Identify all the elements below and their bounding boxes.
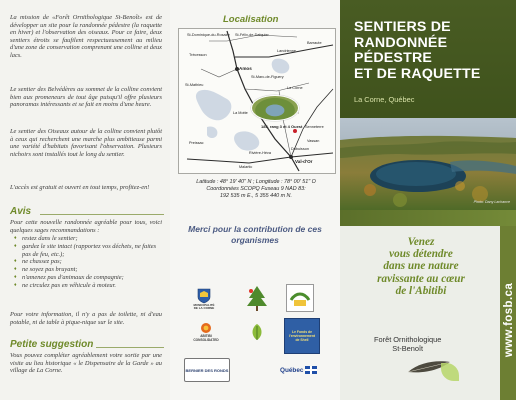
coordinates-line-3: 192 535 m E., 5 355 440 m N. (220, 193, 292, 199)
map-label-val-dor: Val-d'Or (295, 159, 313, 164)
suggestion-divider (96, 347, 164, 348)
map-address-callout: 185, rang 3 et 4 Ouest (261, 124, 303, 129)
fonds-environnement-logo (284, 318, 320, 354)
tagline-line-1: Venez (407, 236, 435, 248)
location-marker-icon (293, 129, 297, 133)
tagline-line-2: vous détendre (389, 248, 453, 261)
accent-strip (340, 210, 516, 226)
map-label-st-marc: St-Marc-de-Figuery (251, 75, 284, 79)
tips-list (14, 235, 164, 290)
quebec-logo-text: Québec (280, 366, 304, 374)
avis-intro: Pour cette nouvelle randonnée agréable pour tous, voici quelques sages recommandations : (10, 219, 162, 234)
coordinates-line-2: Coordonnées SCOPQ Fuseau 9 NAD 83: (206, 186, 306, 192)
regional-logo (286, 284, 314, 312)
abitibi-consolidated-logo (190, 322, 222, 344)
map-label-st-felix: St-Félix-de-Dalquier (235, 33, 269, 37)
info-paragraph: Pour votre information, il n'y a pas de toilette, ni d'eau potable, ni de table à pique-nique sur le site. (10, 311, 162, 326)
intro-paragraph: La mission de «Forêt Ornithologique St-Benoît» est de développer un site pour la randonnée pédestre (la raquette en hiver) et l'observation des oiseaux. Pour ce faire, deux sentiers étroits se faufilent respectueusement au milieu d'une zone de conservation comprenant une colline et deux lacs. (10, 14, 162, 59)
cover-title-line-1: SENTIERS DE (354, 19, 451, 35)
municipalite-logo-text: MUNICIPALITÉ DE LA CORNE (193, 302, 215, 310)
location-heading: Localisation (223, 14, 279, 25)
sun-icon (200, 322, 212, 334)
list-item: ♦ n'amenez pas d'animaux de compagnie; (14, 274, 164, 282)
map-label-amos: Amos (239, 66, 252, 71)
cover-tagline (350, 236, 492, 297)
landscape-photo (340, 118, 516, 210)
bernier-logo-text: BERNIER DES RONDS (185, 367, 229, 373)
organization-name (374, 335, 441, 353)
organization-name-line-2: St-Benoît (392, 344, 424, 353)
tree-emblem-logo (246, 322, 268, 342)
cover-title-line-4: ET DE RAQUETTE (354, 65, 481, 82)
sponsors-heading: Merci pour la contribution de ces organismes (188, 224, 322, 245)
coordinates-block (178, 179, 334, 200)
map-label-st-mathieu: St-Mathieu (185, 83, 204, 87)
coordinates-line-1: Latitude : 48° 19' 40" N ; Longitude : 78° 00' 51" O (196, 179, 316, 185)
tagline-line-4: ravissante au cœur (377, 272, 465, 285)
fonds-logo-text: Le Fonds de l'environnement de Shell (288, 330, 316, 342)
list-item: ♦ ne soyez pas bruyant; (14, 266, 164, 274)
location-map (178, 28, 336, 174)
title-band (340, 0, 516, 118)
suggestion-paragraph: Vous pouvez compléter agréablement votre sortie par une visite au lieu historique « le Dispensaire de la Garde » au village de La Corne. (10, 352, 162, 375)
val-damos-logo (244, 284, 270, 314)
cover-panel (340, 0, 516, 400)
oiseaux-paragraph: Le sentier des Oiseaux autour de la colline convient plutôt à ceux qui recherchent une marche plus ambitieuse parmi une variété d'habitats favorisant l'observation. Plusieurs nichoirs sont installés tout le long du sentier. (10, 128, 162, 158)
avis-heading: Avis (10, 206, 32, 217)
list-item: ♦ restez dans le sentier; (14, 235, 164, 243)
map-label-preissac: Preissac (189, 141, 204, 145)
shield-icon (197, 288, 211, 304)
list-item: ♦ ne circulez pas en véhicule à moteur. (14, 282, 164, 290)
cover-title (354, 20, 481, 82)
quebec-logo (280, 364, 328, 376)
tree-icon (244, 284, 270, 314)
trail-photo-inset (251, 95, 299, 121)
tagline-line-5: de l'Abitibi (395, 284, 447, 297)
map-label-malartic: Malartic (239, 165, 253, 169)
organization-name-line-1: Forêt Ornithologique (374, 335, 442, 344)
tagline-line-3: dans une nature (383, 260, 459, 273)
abitibi-logo-text: ABITIBI CONSOLIDATED (193, 334, 219, 342)
map-label-st-dominique: St-Dominique-du-Rosaire (187, 33, 230, 37)
avis-divider (40, 214, 164, 215)
map-label-trecesson: Trécesson (189, 53, 207, 57)
middle-panel (170, 0, 340, 400)
map-label-vassan: Vassan (307, 139, 320, 143)
emblem-icon (288, 286, 312, 310)
website-url-block[interactable] (502, 260, 516, 380)
belvederes-paragraph: Le sentier des Belvédères au sommet de la colline convient bien aux promeneurs de tout âge puisqu'il offre plusieurs panoramas intéressants et se fait en moins d'une heure. (10, 86, 162, 109)
leaf-icon (247, 322, 267, 342)
cover-subtitle: La Corne, Québec (354, 95, 415, 104)
map-label-la-motte: La Motte (233, 111, 248, 115)
photo-credit: Photo: Dany Lachance (473, 200, 510, 204)
map-label-senneterre: Senneterre (305, 125, 324, 129)
list-item: ♦ gardez le site intact (rapportez vos déchets, ne faites pas de feu, etc.); (14, 243, 164, 259)
website-url[interactable]: www.fosb.ca (503, 282, 515, 358)
list-item: ♦ ne chassez pas; (14, 258, 164, 266)
aerial-lake-photo (340, 118, 516, 210)
map-label-landrienne: Landrienne (277, 49, 297, 53)
access-paragraph: L'accès est gratuit et ouvert en tout temps, profitez-en! (10, 184, 150, 191)
suggestion-heading: Petite suggestion (10, 339, 94, 350)
map-label-riviere-heva: Rivière-Héva (249, 151, 271, 155)
map-label-barraute: Barraute (307, 41, 322, 45)
cover-title-line-3: PÉDESTRE (354, 50, 433, 67)
fleur-de-lys-flag-icon (305, 366, 317, 374)
map-label-la-corne: La Corne (287, 86, 303, 90)
left-panel (0, 0, 170, 400)
map-label-dubuisson: Dubuisson (291, 147, 309, 151)
cover-title-line-2: RANDONNÉE (354, 34, 448, 51)
leaf-icon (441, 363, 459, 381)
bernier-logo (184, 358, 230, 382)
municipalite-logo (192, 284, 216, 314)
